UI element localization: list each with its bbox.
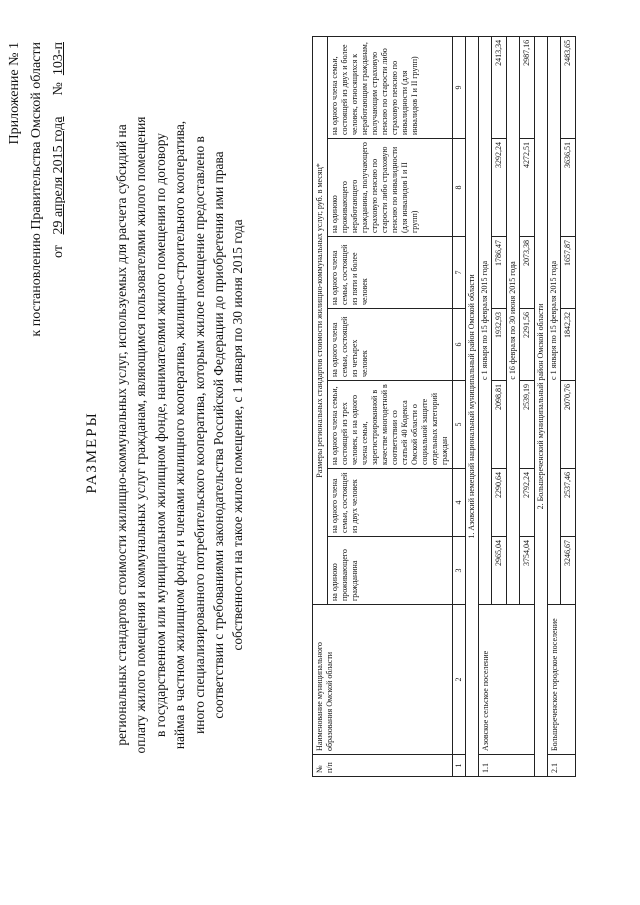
value-cell: 3754,04 bbox=[520, 537, 535, 605]
row-number: 1.1 bbox=[479, 755, 535, 777]
header-col-4: на одного члена семьи, состоящей из двух человек bbox=[328, 469, 453, 537]
value-cell: 2070,76 bbox=[561, 381, 576, 469]
header-col-3: на одиноко проживающего гражданина bbox=[328, 537, 453, 605]
document-subtitle: региональных стандартов стоимости жилищно-коммунальных услуг, используемых для расчета субсидий на оплату жилого помещения и коммунальных услуг гражданам, являющимся пользователями жилого помещения в государственном или муниципальном жилищном фонде, нанимателями жилого помещения по договору найма в частном жилищном фонде и членами жилищного кооператива, жилищно-строительного кооператива, иного специализированного потребительского кооператива, которым жилое помещение предоставлено в соответствии с требованиями законодательства Российской Федерации до приобретения ими права собственности на такое жилое помещение, с 1 января по 30 июня 2015 года bbox=[114, 116, 246, 754]
value-cell: 3246,67 bbox=[561, 537, 576, 605]
municipality-name: Большереченское городское поселение bbox=[548, 605, 576, 755]
value-cell: 1657,87 bbox=[561, 237, 576, 309]
value-cell: 3636,51 bbox=[561, 139, 576, 237]
col-number: 3 bbox=[453, 537, 466, 605]
appendix-line-1: Приложение № 1 bbox=[7, 42, 22, 145]
period-label: с 1 января по 15 февраля 2015 года bbox=[548, 36, 561, 604]
value-cell: 2413,34 bbox=[492, 36, 507, 138]
section-row bbox=[466, 36, 479, 776]
column-numbers-row bbox=[453, 36, 466, 776]
standards-table bbox=[312, 36, 576, 777]
col-number: 2 bbox=[453, 605, 466, 755]
period-label: с 1 января по 15 февраля 2015 года bbox=[479, 36, 492, 604]
header-col-9: на одного члена семьи, состоящей из двух и более человек, относящихся к неработающим гражданам, получающим страховую пенсию по старости либо страховую пенсию по инвалидности (для инвалидов I и II групп) bbox=[328, 36, 453, 138]
header-col-6: на одного члена семьи, состоящей из четырех человек bbox=[328, 309, 453, 381]
value-cell: 2291,56 bbox=[520, 309, 535, 381]
value-cell: 2987,16 bbox=[520, 36, 535, 138]
value-cell: 2483,65 bbox=[561, 36, 576, 138]
appendix-ot: от bbox=[51, 245, 66, 258]
value-cell: 2290,64 bbox=[492, 469, 507, 537]
value-cell: 3292,24 bbox=[492, 139, 507, 237]
section-title-2: 2. Большереченский муниципальный район Омской области bbox=[535, 36, 548, 776]
period-label: с 16 февраля по 30 июня 2015 года bbox=[507, 36, 520, 604]
value-cell: 4272,51 bbox=[520, 139, 535, 237]
header-municipality: Наименование муниципального образования Омской области bbox=[313, 605, 453, 755]
header-col-7: на одного члена семьи, состоящей из пяти и более человек bbox=[328, 237, 453, 309]
row-number: 2.1 bbox=[548, 755, 576, 777]
appendix-line-2: к постановлению Правительства Омской области bbox=[29, 42, 44, 337]
header-group: Размеры региональных стандартов стоимости жилищно-коммунальных услуг, руб. в месяц* bbox=[313, 36, 328, 604]
value-cell: 1932,93 bbox=[492, 309, 507, 381]
document-title: РАЗМЕРЫ bbox=[84, 411, 100, 494]
col-number: 1 bbox=[453, 755, 466, 777]
appendix-block bbox=[4, 42, 70, 337]
header-col-8: на одиноко проживающего неработающего гражданина, получающего страховую пенсию по старости либо страховую пенсию по инвалидности (для инвалидов I и II групп) bbox=[328, 139, 453, 237]
value-cell: 2537,46 bbox=[561, 469, 576, 537]
section-title-1: 1. Азовский немецкий национальный муниципальный район Омской области bbox=[466, 36, 479, 776]
header-number: № п/п bbox=[313, 755, 453, 777]
appendix-num-label: № bbox=[51, 82, 66, 96]
col-number: 7 bbox=[453, 237, 466, 309]
value-cell: 2539,19 bbox=[520, 381, 535, 469]
value-cell: 2792,24 bbox=[520, 469, 535, 537]
value-cell: 2098,81 bbox=[492, 381, 507, 469]
value-cell: 2073,38 bbox=[520, 237, 535, 309]
appendix-number: 103-п bbox=[51, 42, 66, 76]
value-cell: 2965,04 bbox=[492, 537, 507, 605]
section-row bbox=[535, 36, 548, 776]
col-number: 4 bbox=[453, 469, 466, 537]
appendix-date-line bbox=[48, 42, 70, 337]
col-number: 8 bbox=[453, 139, 466, 237]
col-number: 6 bbox=[453, 309, 466, 381]
header-col-5: на одного члена семьи, состоящей из трех человек, и на одного члена семьи, зарегистрированной в качестве многодетной в соответствии со статьей 40 Кодекса Омской области о социальной защите отдельных категорий граждан bbox=[328, 381, 453, 469]
col-number: 9 bbox=[453, 36, 466, 138]
col-number: 5 bbox=[453, 381, 466, 469]
appendix-date: 29 апреля 2015 года bbox=[51, 116, 66, 235]
period-row bbox=[479, 36, 492, 776]
value-cell: 1786,47 bbox=[492, 237, 507, 309]
header-row-1 bbox=[313, 36, 328, 776]
period-row bbox=[548, 36, 561, 776]
municipality-name: Азовское сельское поселение bbox=[479, 605, 535, 755]
value-cell: 1842,32 bbox=[561, 309, 576, 381]
